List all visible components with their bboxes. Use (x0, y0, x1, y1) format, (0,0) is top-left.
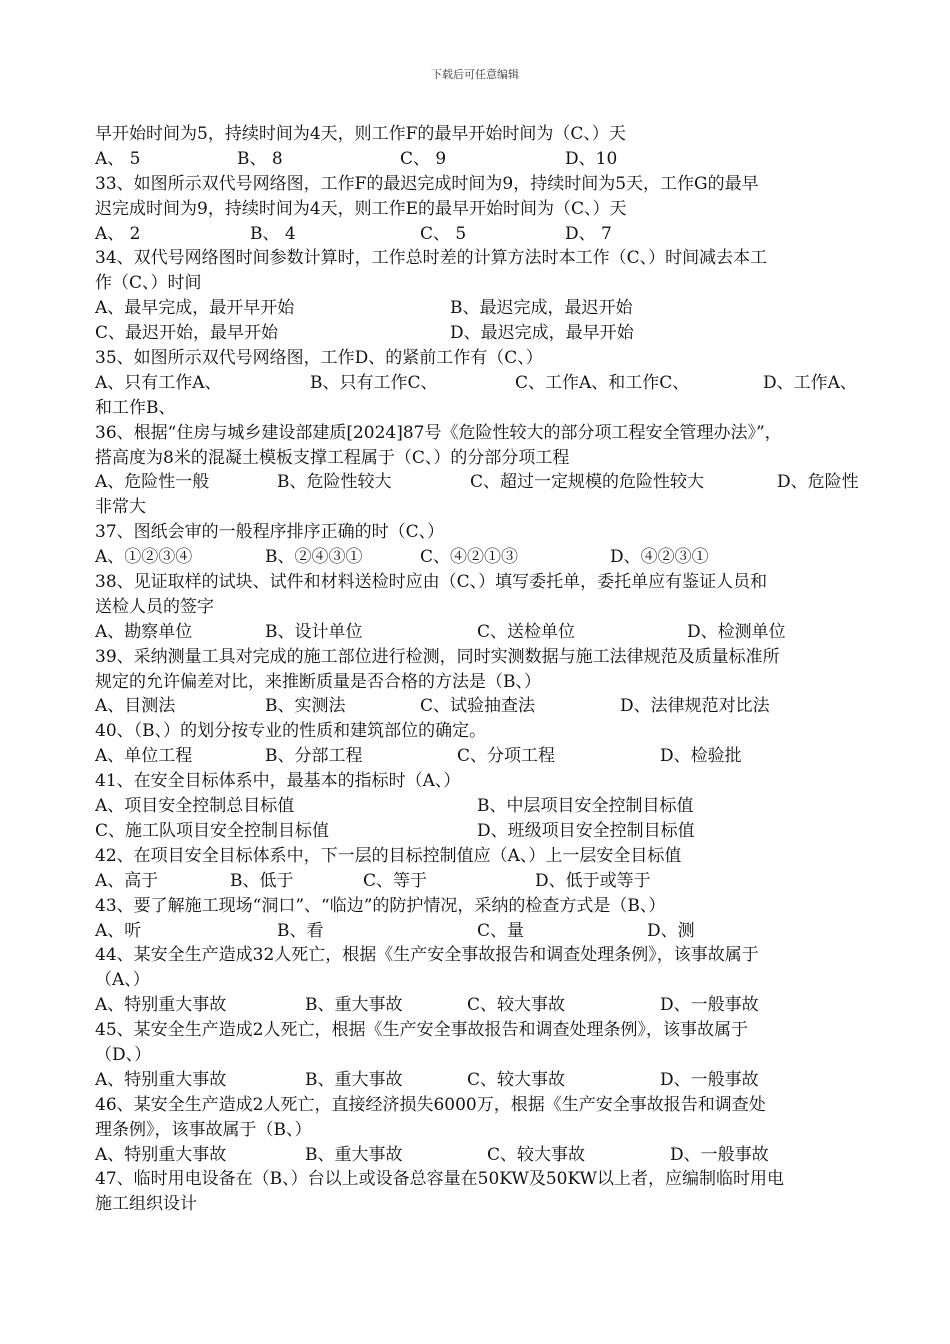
answer-option: B、危险性较大 (277, 472, 392, 493)
answer-options-row (95, 147, 870, 172)
answer-option: B、低于 (230, 870, 294, 891)
text-line: 规定的允许偏差对比，来推断质量是否合格的方法是（B、） (95, 671, 541, 692)
answer-option: D、一般事故 (670, 1144, 769, 1165)
text-line: 41、在安全目标体系中，最基本的指标时（A、） (95, 771, 461, 792)
answer-option: A、只有工作A、 (95, 372, 222, 393)
answer-option: B、重大事故 (305, 1144, 403, 1165)
text-line: 33、如图所示双代号网络图，工作F的最迟完成时间为9，持续时间为5天，工作G的最早 (95, 173, 759, 194)
answer-option: D、法律规范对比法 (620, 696, 770, 717)
answer-option: A、①②③④ (95, 547, 193, 568)
answer-option: D、危险性 (777, 472, 859, 493)
answer-option: A、危险性一般 (95, 472, 210, 493)
answer-option: C、较大事故 (487, 1144, 586, 1165)
text-line: 39、采纳测量工具对完成的施工部位进行检测，同时实测数据与施工法律规范及质量标准所 (95, 646, 780, 667)
answer-options-row (95, 919, 870, 944)
text-line: 36、根据“住房与城乡建设部建质[2024]87号《危险性较大的部分项工程安全管理办法》”， (95, 422, 782, 443)
answer-option: C、等于 (363, 870, 428, 891)
answer-option: C、超过一定规模的危险性较大 (470, 472, 705, 493)
answer-option: D、10 (565, 148, 618, 169)
answer-option: B、最迟完成，最迟开始 (450, 298, 633, 319)
answer-option: A、听 (95, 920, 142, 941)
document-body (95, 122, 870, 1217)
text-line: 34、双代号网络图时间参数计算时，工作总时差的计算方法时本工作（C、）时间减去本工 (95, 248, 768, 269)
text-line: （A、） (95, 970, 150, 991)
answer-option: A、 5 (95, 148, 141, 169)
text-line: 37、图纸会审的一般程序排序正确的时（C、） (95, 522, 445, 543)
answer-option: C、 9 (400, 148, 447, 169)
answer-option: D、班级项目安全控制目标值 (477, 820, 695, 841)
answer-option: C、送检单位 (477, 621, 576, 642)
text-line: 43、要了解施工现场“洞口”、“临边”的防护情况，采纳的检查方式是（B、） (95, 895, 666, 916)
text-line: 理条例》，该事故属于（B、） (95, 1119, 312, 1140)
answer-option: A、 2 (95, 223, 141, 244)
answer-options-row (95, 371, 870, 396)
answer-options-row (95, 819, 870, 844)
answer-options-row (95, 694, 870, 719)
answer-options-row (95, 222, 870, 247)
text-line: 非常大 (95, 497, 146, 518)
answer-option: B、中层项目安全控制目标值 (477, 796, 694, 817)
answer-option: A、特别重大事故 (95, 995, 227, 1016)
answer-options-row (95, 296, 870, 321)
text-line: （D、） (95, 1044, 152, 1065)
text-line: 和工作B、 (95, 397, 176, 418)
answer-option: C、试验抽查法 (420, 696, 536, 717)
answer-options-row (95, 869, 870, 894)
answer-option: B、设计单位 (265, 621, 363, 642)
answer-option: C、工作A、和工作C、 (515, 372, 690, 393)
answer-option: C、较大事故 (467, 1069, 566, 1090)
answer-option: B、实测法 (265, 696, 346, 717)
answer-option: A、特别重大事故 (95, 1069, 227, 1090)
answer-options-row (95, 545, 870, 570)
answer-option: A、勘察单位 (95, 621, 193, 642)
text-line: 迟完成时间为9，持续时间为4天，则工作E的最早开始时间为（C、）天 (95, 198, 627, 219)
answer-option: D、④②③① (610, 547, 709, 568)
answer-options-row (95, 470, 870, 495)
answer-option: A、高于 (95, 870, 159, 891)
answer-option: A、特别重大事故 (95, 1144, 227, 1165)
answer-options-row (95, 993, 870, 1018)
answer-option: D、工作A、 (763, 372, 857, 393)
text-line: 35、如图所示双代号网络图，工作D、的紧前工作有（C、） (95, 348, 543, 369)
answer-options-row (95, 794, 870, 819)
answer-option: C、④②①③ (420, 547, 519, 568)
answer-option: D、检测单位 (687, 621, 786, 642)
answer-option: B、②④③① (265, 547, 363, 568)
answer-option: C、 5 (420, 223, 467, 244)
answer-option: C、较大事故 (467, 995, 566, 1016)
answer-option: D、最迟完成，最早开始 (450, 323, 634, 344)
answer-option: A、单位工程 (95, 746, 193, 767)
text-line: 搭高度为8米的混凝土模板支撑工程属于（C、）的分部分项工程 (95, 447, 570, 468)
answer-option: B、看 (277, 920, 324, 941)
answer-option: D、检验批 (660, 746, 742, 767)
text-line: 45、某安全生产造成2人死亡，根据《生产安全事故报告和调查处理条例》，该事故属于 (95, 1020, 748, 1041)
answer-option: A、项目安全控制总目标值 (95, 796, 295, 817)
page-header: 下载后可任意编辑 (431, 68, 519, 81)
text-line: 38、见证取样的试块、试件和材料送检时应由（C、）填写委托单，委托单应有鉴证人员和 (95, 572, 768, 593)
text-line: 早开始时间为5，持续时间为4天，则工作F的最早开始时间为（C、）天 (95, 124, 626, 144)
answer-option: B、只有工作C、 (310, 372, 438, 393)
text-line: 送检人员的签字 (95, 596, 214, 617)
answer-option: B、 4 (250, 223, 296, 244)
answer-option: C、施工队项目安全控制目标值 (95, 820, 330, 841)
answer-option: B、重大事故 (305, 995, 403, 1016)
answer-option: B、重大事故 (305, 1069, 403, 1090)
answer-options-row (95, 1143, 870, 1168)
answer-options-row (95, 321, 870, 346)
answer-options-row (95, 1068, 870, 1093)
answer-option: C、量 (477, 920, 525, 941)
answer-option: D、一般事故 (660, 995, 759, 1016)
answer-option: D、一般事故 (660, 1069, 759, 1090)
text-line: 44、某安全生产造成32人死亡，根据《生产安全事故报告和调查处理条例》，该事故属于 (95, 945, 759, 966)
answer-option: B、分部工程 (265, 746, 363, 767)
answer-option: C、最迟开始，最早开始 (95, 323, 279, 344)
text-line: 47、临时用电设备在（B、）台以上或设备总容量在50KW及50KW以上者，应编制临时用电 (95, 1169, 785, 1190)
text-line: 40、（B、）的划分按专业的性质和建筑部位的确定。 (95, 721, 487, 742)
text-line: 作（C、）时间 (95, 273, 202, 294)
text-line: 42、在项目安全目标体系中，下一层的目标控制值应（A、）上一层安全目标值 (95, 845, 682, 866)
text-line: 施工组织设计 (95, 1194, 197, 1215)
answer-options-row (95, 744, 870, 769)
answer-option: D、测 (647, 920, 695, 941)
answer-option: C、分项工程 (457, 746, 556, 767)
answer-option: A、目测法 (95, 696, 176, 717)
answer-option: B、 8 (237, 148, 283, 169)
answer-option: D、低于或等于 (535, 870, 651, 891)
answer-options-row (95, 620, 870, 645)
answer-option: D、 7 (565, 223, 612, 244)
answer-option: A、最早完成，最开早开始 (95, 298, 295, 319)
text-line: 46、某安全生产造成2人死亡，直接经济损失6000万，根据《生产安全事故报告和调查处 (95, 1094, 766, 1115)
